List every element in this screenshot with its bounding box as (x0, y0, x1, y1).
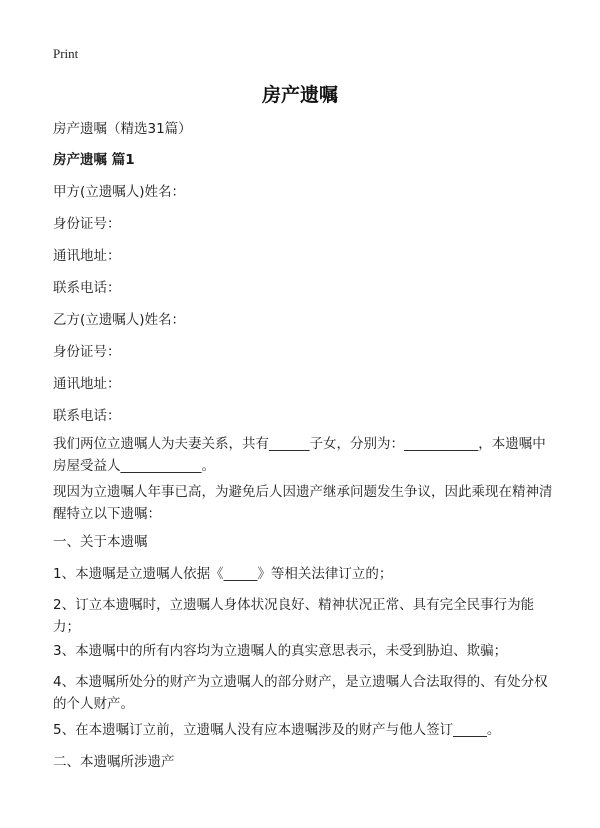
page-title: 房产遗嘱 (261, 84, 338, 106)
party-b-address-label: 通讯地址： (53, 376, 121, 392)
document-subtitle: 房产遗嘱（精选31篇） (53, 121, 192, 137)
paragraph-relationship: 我们两位立遗嘱人为夫妻关系，共有______子女，分别为：___________，本遗嘱中房屋受益人____________。 (53, 436, 546, 474)
party-a-address-label: 通讯地址： (53, 248, 121, 264)
print-link[interactable]: Print (53, 46, 79, 61)
party-b-phone-label: 联系电话： (53, 408, 121, 424)
clause-2: 2、订立本遗嘱时，立遗嘱人身体状况良好、精神状况正常、具有完全民事行为能力； (53, 597, 535, 635)
section-heading: 房产遗嘱 篇1 (53, 152, 135, 168)
party-b-name-label: 乙方(立遗嘱人)姓名： (53, 312, 186, 328)
section-one-heading: 一、关于本遗嘱 (53, 534, 148, 550)
party-a-name-label: 甲方(立遗嘱人)姓名： (53, 184, 186, 200)
clause-5: 5、在本遗嘱订立前，立遗嘱人没有应本遗嘱涉及的财产与他人签订_____。 (53, 722, 501, 738)
paragraph-reason: 现因为立遗嘱人年事已高，为避免后人因遗产继承问题发生争议，因此乘现在精神清醒特立以下遗嘱： (53, 484, 553, 522)
clause-3: 3、本遗嘱中的所有内容均为立遗嘱人的真实意思表示，未受到胁迫、欺骗； (53, 643, 508, 659)
party-b-id-label: 身份证号： (53, 344, 121, 360)
party-a-id-label: 身份证号： (53, 216, 121, 232)
clause-4: 4、本遗嘱所处分的财产为立遗嘱人的部分财产，是立遗嘱人合法取得的、有处分权的个人财产。 (53, 674, 548, 712)
section-two-heading: 二、本遗嘱所涉遗产 (53, 754, 175, 770)
clause-1: 1、本遗嘱是立遗嘱人依据《_____》等相关法律订立的； (53, 566, 393, 582)
party-a-phone-label: 联系电话： (53, 280, 121, 296)
